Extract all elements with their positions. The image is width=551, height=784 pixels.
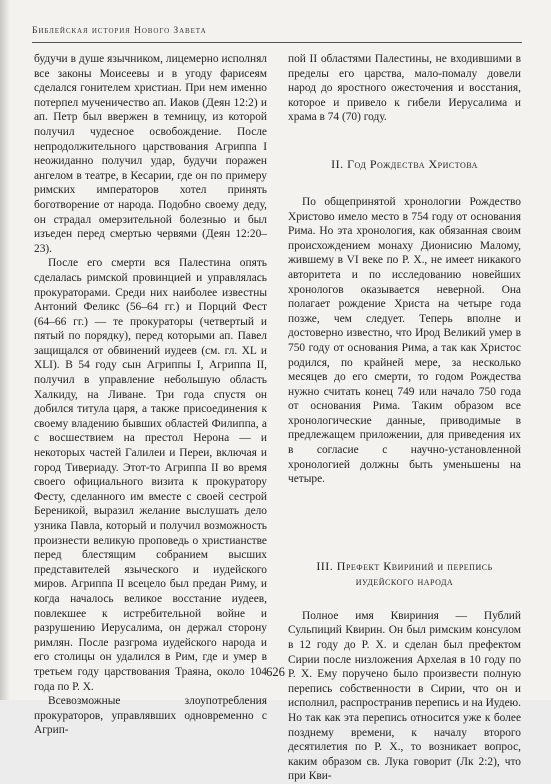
section-heading-3-line2: иудейского народа xyxy=(355,573,454,588)
paragraph: будучи в душе язычником, лицемерно исполнял все законы Моисеевы и в угоду фарисеям сделался гонителем христиан. При нем именно потерпел мученичество ап. Иаков (Деян 12:2) и ап. Петр был ввержен в темницу, из которой получил чудесное освобождение. После непродолжительного царствования Агриппа I неожиданно получил удар, будучи поражен ангелом в театре, в Кесарии, где он по примеру римских императоров хотел принять боготворение от народа. Подобно своему деду, он страдал омерзительной болезнью и был изъеден перед смертью червями (Деян 12:20–23). xyxy=(34,53,267,255)
running-head: Библейская история Нового Завета xyxy=(32,25,522,43)
paragraph: По общепринятой хронологии Рождество Христово имело место в 754 году от основания Рима. Но эта хронология, как обязанная своим происхождением монаху Дионисию Малому, жившему в VI веке по Р. Х., не имеет никакого авторитета и по исследованию новейших хронологов оказывается неверной. Она полагает рождение Христа на четыре года позже, чем следует. Теперь вполне и достоверно известно, что Ирод Великий умер в 750 году от основания Рима, а так как Христос родился, по крайней мере, за несколько месяцев до его смерти, то годом Рождества нужно считать конец 749 или начало 750 года от основания Рима. Таким образом все хронологические данные, приводимые в предлежащем приложении, для приведения их в согласие с научно-установленной хронологией должны быть уменьшены на четыре. xyxy=(288,195,521,486)
paragraph: После его смерти вся Палестина опять сделалась римской провинцией и управлялась прокураторами. Среди них наиболее известны Антоний Феликс (56–64 гг.) и Порций Фест (64–66 гг.) — те прокураторы (четвертый и пятый по порядку), перед которыми ап. Павел защищался от обвинений иудеев (см. гл. XL и XLI). В 54 году сын Агриппы I, Агриппа II, получил в управление небольшую область Халкиду, на Ливане. Три года спустя он добился титула царя, а также присоединения к своему владению бывших областей Филиппа, а с восшествием на престол Нерона — и некоторых частей Галилеи и Переи, включая и город Тивериаду. Этот-то Агриппа II во время своего официального визита к прокуратору Фесту, сделанного им вместе с своей сестрой Береникой, выразил желание выслушать дело узника Павла, который и получил возможность произнести великую проповедь о христианстве перед блестящим собранием высших представителей языческого и иудейского миров. Агриппа II всецело был предан Риму, и когда началось великое восстание иудеев, повлекшее к истребительной войне и разрушению Иерусалима, он держал сторону римлян. После разгрома иудейского народа и его столицы он удалился в Рим, где и умер в третьем году царствования Траяна, около 104 года по Р. Х. xyxy=(34,257,267,693)
section-heading-3 xyxy=(288,559,521,589)
page-spine-shadow xyxy=(0,0,10,700)
left-column xyxy=(34,52,267,738)
section-heading-2: II. Год Рождества Христова xyxy=(331,156,478,171)
page-number: 626 xyxy=(266,665,285,679)
paragraph: пой II областями Палестины, не входившими в пределы его царства, мало-помалу довели народ до яростного ожесточения и восстания, которое и привело к гибели Иерусалима и храма в 74 (70) году. xyxy=(288,53,521,124)
section-heading-3-line1: III. Префект Квириний и перепись xyxy=(316,558,493,573)
paragraph: Полное имя Квириния — Публий Сульпиций Квирин. Он был римским консулом в 12 году до Р. Х. и сделан был префектом Сирии после низложения Архелая в 10 году по Р. Х. Ему поручено было произвести полную перепись собственности в Сирии, что он и исполнил, распространив перепись и на Иудею. Но так как эта перепись относится уже к более позднему времени, к началу второго десятилетия по Р. Х., то возникает вопрос, каким образом св. Лука говорит (Лк 2:2), что при Кви- xyxy=(288,609,521,783)
paragraph: Всевозможные злоупотребления прокураторов, управлявших одновременно с Агрип- xyxy=(34,695,267,737)
